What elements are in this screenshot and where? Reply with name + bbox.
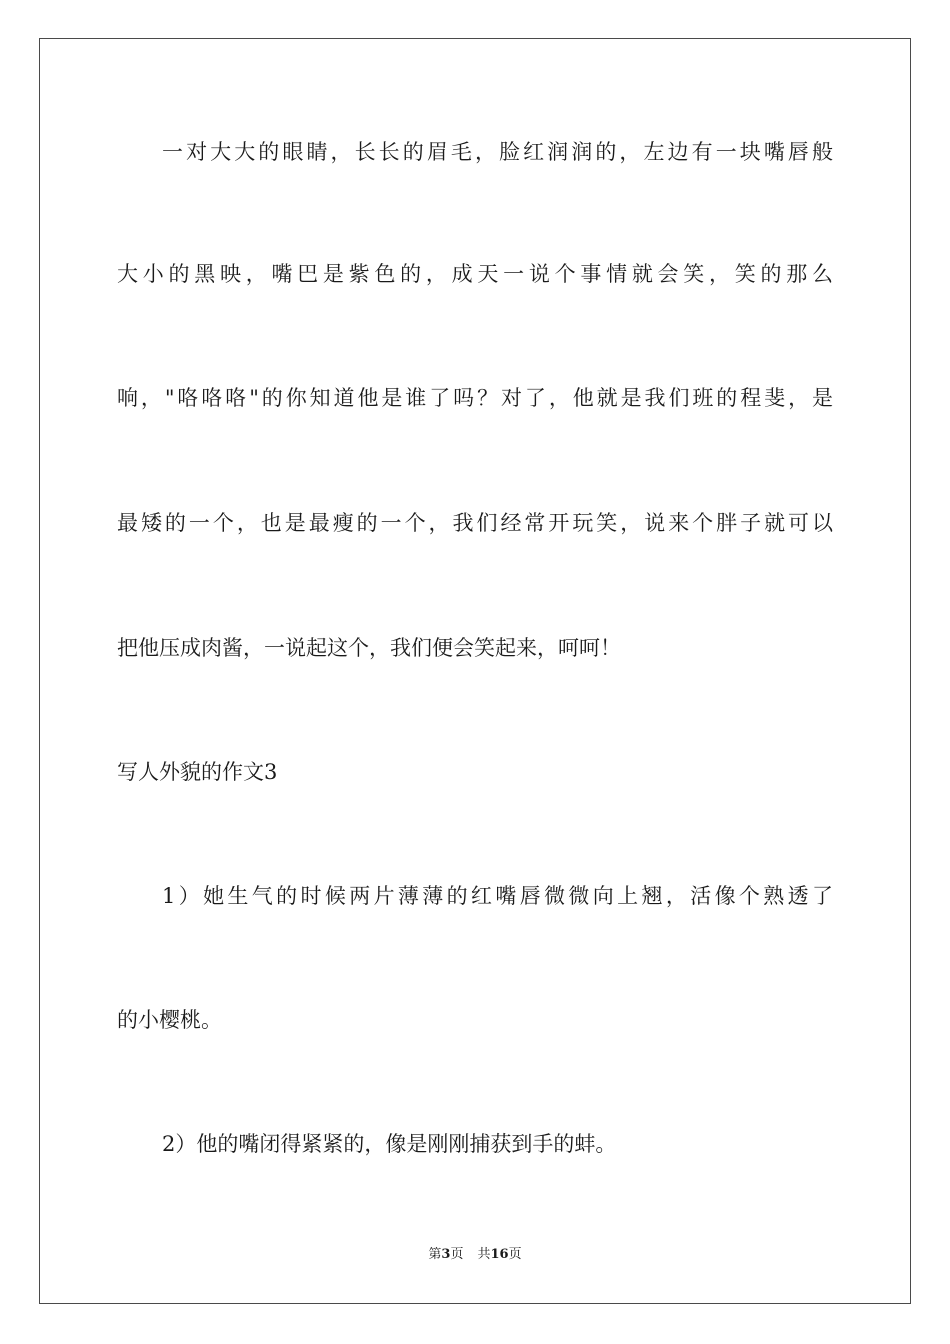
paragraph-line: 最矮的一个，也是最瘦的一个，我们经常开玩笑，说来个胖子就可以 xyxy=(117,511,833,535)
page-footer xyxy=(0,1246,950,1264)
footer-page-prefix: 第 xyxy=(428,1247,442,1262)
list-item-line: 1）她生气的时候两片薄薄的红嘴唇微微向上翘，活像个熟透了 xyxy=(162,884,833,908)
paragraph-line: 把他压成肉酱，一说起这个，我们便会笑起来，呵呵！ xyxy=(117,636,621,660)
section-heading: 写人外貌的作文3 xyxy=(117,760,278,784)
paragraph-line: 响，"咯咯咯"的你知道他是谁了吗？对了，他就是我们班的程斐，是 xyxy=(117,386,833,410)
paragraph-line: 大小的黑映，嘴巴是紫色的，成天一说个事情就会笑，笑的那么 xyxy=(117,262,833,286)
page-border xyxy=(39,38,911,1304)
list-item-line: 2）他的嘴闭得紧紧的，像是刚刚捕获到手的蚌。 xyxy=(162,1132,617,1156)
footer-page-total: 16 xyxy=(490,1247,509,1262)
footer-total-unit: 页 xyxy=(508,1247,522,1262)
footer-page-unit: 页 xyxy=(450,1247,464,1262)
footer-total-prefix: 共 xyxy=(477,1247,491,1262)
list-item-line: 的小樱桃。 xyxy=(117,1008,222,1032)
footer-page-current: 3 xyxy=(441,1247,451,1262)
paragraph-line: 一对大大的眼睛，长长的眉毛，脸红润润的，左边有一块嘴唇般 xyxy=(162,140,833,164)
